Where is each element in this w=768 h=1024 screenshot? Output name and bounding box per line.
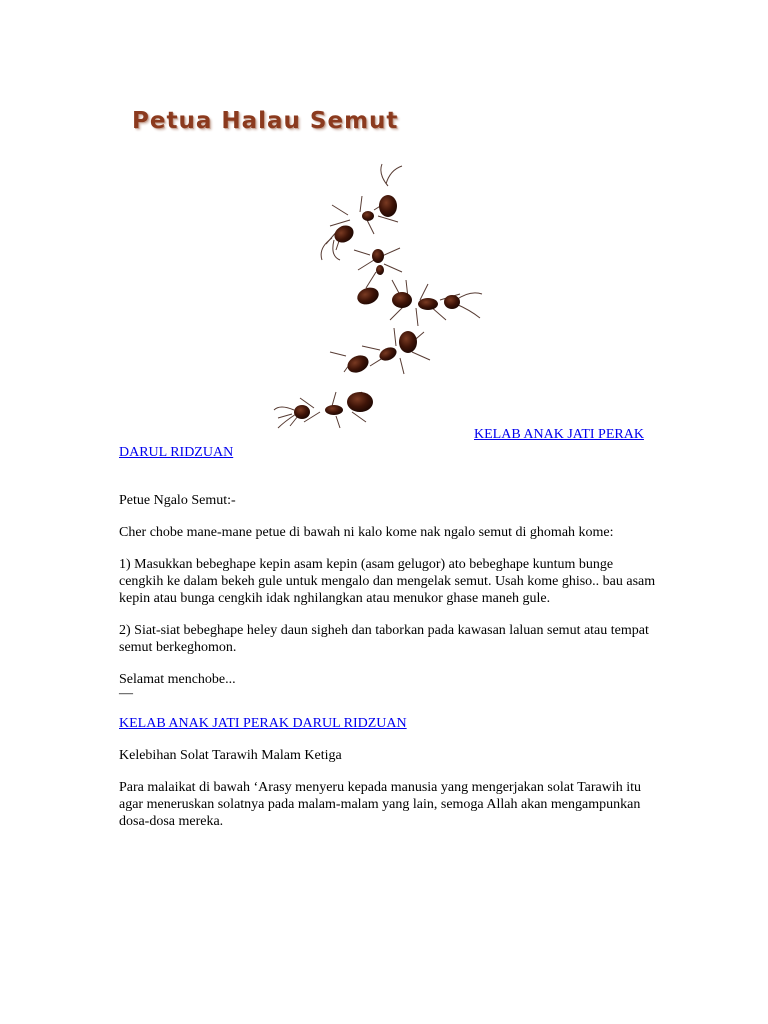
ants-illustration [270, 160, 490, 430]
closing-line: Selamat menchobe... [119, 672, 236, 687]
club-link-part-1[interactable]: KELAB ANAK JATI PERAK [474, 427, 644, 442]
intro-paragraph: Cher chobe mane-mane petue di bawah ni kalo kome nak ngalo semut di ghomah kome: [119, 525, 614, 540]
subtitle: Petue Ngalo Semut:- [119, 493, 236, 508]
section-heading: Kelebihan Solat Tarawih Malam Ketiga [119, 748, 342, 763]
tip-2: 2) Siat-siat bebeghape heley daun sigheh dan taborkan pada kawasan laluan semut atau tempat semut berkeghomon. [119, 623, 649, 655]
club-link[interactable]: KELAB ANAK JATI PERAK DARUL RIDZUAN [119, 716, 407, 731]
separator-dash: — [119, 686, 133, 701]
tarawih-paragraph: Para malaikat di bawah ‘Arasy menyeru kepada manusia yang mengerjakan solat Tarawih itu agar meneruskan solatnya pada malam-malam yang lain, semoga Allah akan mengampunkan dosa-dosa mereka. [119, 780, 642, 829]
page-title: Petua Halau Semut [132, 108, 399, 134]
title-image [132, 108, 398, 134]
club-link-part-2[interactable]: DARUL RIDZUAN [119, 445, 234, 460]
tip-1: 1) Masukkan bebeghape kepin asam kepin (asam gelugor) ato bebeghape kuntum bunge cengkih ke dalam bekeh gule untuk mengalo dan mengelak semut. Usah kome ghiso.. bau asam kepin atau bunga cengkih idak nghilangkan atau menukor ghase maneh gule. [119, 557, 656, 606]
ants-icon [270, 160, 490, 430]
article-body [119, 492, 659, 845]
